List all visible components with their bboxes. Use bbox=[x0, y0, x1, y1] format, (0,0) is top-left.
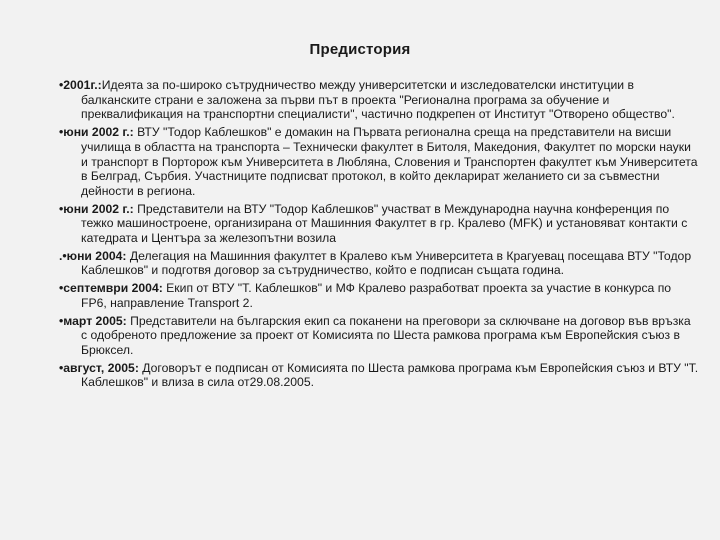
bullet: • bbox=[59, 281, 64, 296]
entry-date: март 2005: bbox=[63, 313, 127, 328]
entry-text: Договорът е подписан от Комисията по Шеста рамкова програма към Европейския съюз и ВТУ "Т. Каблешков" и влиза в сила от29.08.2005. bbox=[81, 360, 699, 390]
entry-text: Делегация на Машинния факултет в Кралево към Университета в Крагуевац посещава ВТУ "Тодор Каблешков" и подготвя договор за сътрудничество, който е подписан същата година. bbox=[81, 248, 692, 278]
history-entry-september-2004 bbox=[59, 281, 699, 310]
bullet: .• bbox=[59, 248, 67, 263]
entry-text: Екип от ВТУ "Т. Каблешков" и МФ Кралево разработват проекта за участие в конкурса по FP6, направление Transport 2. bbox=[81, 281, 672, 310]
slide-title: Предистория bbox=[309, 41, 411, 58]
entry-text: Представители на ВТУ "Тодор Каблешков" участват в Международна научна конференция по тежко машиностроене, организирана от Машинния Факултет в гр. Кралево (MFK) и установяват контакти с катедрата и Центъра за железопътни возила bbox=[81, 201, 688, 246]
history-entry-june-2002-meeting bbox=[59, 125, 699, 199]
history-entry-march-2005 bbox=[59, 314, 699, 358]
history-entry-august-2005 bbox=[59, 361, 699, 390]
history-list bbox=[59, 78, 699, 393]
history-entry-june-2004 bbox=[59, 249, 699, 278]
history-entry-june-2002-conference bbox=[59, 202, 699, 246]
entry-text: ВТУ "Тодор Каблешков" е домакин на Първата регионална среща на представители на висши училища в областта на транспорта – Технически факултет в Битоля, Македония, Факултет по морски науки и транспорт в Порторож към Университета в Любляна, Словения и Транспортен факултет към Университета в Белград, Сърбия. Участниците подписват протокол, в който декларират желанието си за съвместни дейности в региона. bbox=[81, 125, 698, 198]
entry-date: юни 2002 г.: bbox=[63, 125, 134, 140]
bullet: • bbox=[59, 78, 64, 92]
entry-date: юни 2004: bbox=[66, 248, 127, 263]
history-entry-2001 bbox=[59, 78, 699, 122]
entry-date: 2001г.: bbox=[63, 78, 102, 92]
bullet: • bbox=[59, 313, 64, 328]
entry-text: Представители на българския екип са поканени на преговори за сключване на договор във връзка с одобреното предложение за проект от Комисията по Шеста рамкова програма към Европейския съюз в Брюксел. bbox=[81, 313, 691, 357]
entry-date: август, 2005: bbox=[63, 360, 139, 375]
bullet: • bbox=[59, 125, 64, 140]
bullet: • bbox=[59, 360, 64, 375]
bullet: • bbox=[59, 201, 64, 216]
entry-text: Идеята за по-широко сътрудничество между университетски и изследователски институции в балканските страни е заложена за първи път в проекта "Регионална програма за обучение и преквалификация на транспортни специалисти", частично подкрепен от Институт "Отворено общество". bbox=[81, 78, 675, 122]
entry-date: юни 2002 г.: bbox=[63, 201, 134, 216]
entry-date: септември 2004: bbox=[63, 281, 163, 296]
